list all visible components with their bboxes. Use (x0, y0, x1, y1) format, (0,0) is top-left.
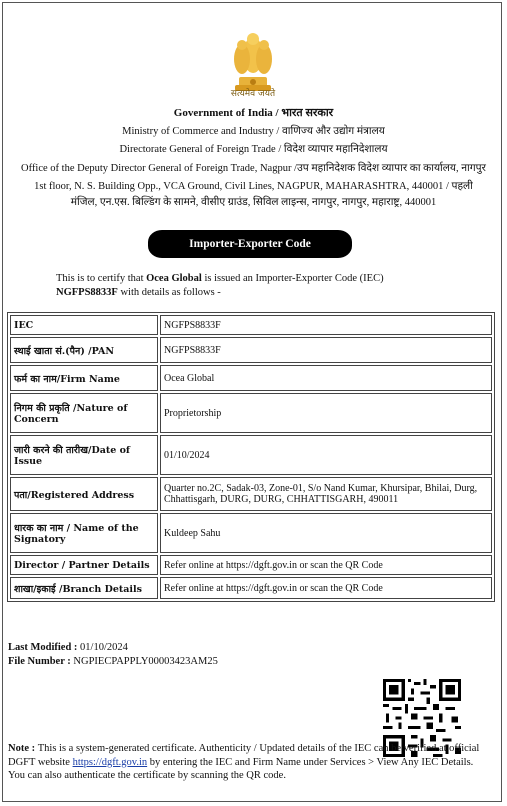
table-row (10, 315, 492, 335)
table-row (10, 337, 492, 363)
row-value: Ocea Global (160, 365, 492, 391)
certify-firm: Ocea Global (146, 273, 202, 284)
details-table (7, 312, 495, 602)
certify-pre: This is to certify that (56, 273, 147, 284)
table-row (10, 477, 492, 511)
note-text-2: by entering the IEC and Firm Name under Services > View Any IEC Details. You can also authenticate the certificate by scanning the QR code. (8, 756, 474, 781)
last-modified-value: 01/10/2024 (80, 642, 128, 653)
footer-note (8, 742, 488, 783)
table-row (10, 513, 492, 553)
certify-post: with details as follows - (117, 287, 221, 298)
certify-statement (56, 272, 476, 300)
emblem-motto: सत्यमेव जयते (230, 89, 276, 99)
header-government: Government of India / भारत सरकार (173, 107, 334, 119)
row-label: शाखा/इकाई /Branch Details (10, 577, 158, 599)
header-ministry: Ministry of Commerce and Industry / वाणिज्य और उद्योग मंत्रालय (122, 126, 385, 137)
row-value: Refer online at https://dgft.gov.in or scan the QR Code (160, 577, 492, 599)
certify-code: NGFPS8833F (56, 287, 118, 298)
file-number-value: NGPIECPAPPLY00003423AM25 (73, 656, 218, 667)
table-row (10, 365, 492, 391)
row-value: Proprietorship (160, 393, 492, 433)
note-text-1: This is a system-generated certificate. Authenticity / Updated details of the IEC can be verified at official DGFT website (8, 743, 480, 768)
header-address-hindi: मंजिल, एन.एस. बिल्डिंग के सामने, वीसीए ग्राउंड, सिविल लाइन्स, नागपुर, नागपुर, महाराष्ट्र, 440001 (70, 197, 437, 208)
note-label: Note : (8, 743, 38, 754)
row-value: 01/10/2024 (160, 435, 492, 475)
certify-mid: is issued an Importer-Exporter Code (IEC) (201, 273, 384, 284)
table-row (10, 435, 492, 475)
row-value: Refer online at https://dgft.gov.in or scan the QR Code (160, 555, 492, 575)
file-number (8, 655, 218, 668)
table-row (10, 393, 492, 433)
table-row (10, 555, 492, 575)
row-value: Quarter no.2C, Sadak-03, Zone-01, S/o Nand Kumar, Khursipar, Bhilai, Durg, Chhattisgarh, DURG, DURG, CHHATTISGARH, 490011 (160, 477, 492, 511)
table-row (10, 577, 492, 599)
header-directorate: Directorate General of Foreign Trade / विदेश व्यापार महानिदेशालय (119, 144, 388, 155)
row-label: स्थाई खाता सं.(पैन) /PAN (10, 337, 158, 363)
row-label: धारक का नाम / Name of the Signatory (10, 513, 158, 553)
dgft-link[interactable]: https://dgft.gov.in (72, 756, 148, 768)
last-modified-label: Last Modified : (8, 642, 81, 653)
last-modified (8, 641, 128, 654)
national-emblem-icon (225, 25, 281, 95)
header-address: 1st floor, N. S. Building Opp., VCA Ground, Civil Lines, NAGPUR, MAHARASHTRA, 440001 / पहली (34, 181, 473, 192)
header-office: Office of the Deputy Director General of Foreign Trade, Nagpur /उप महानिदेशक विदेश व्यापार का कार्यालय, नागपुर (21, 163, 486, 174)
row-label: Director / Partner Details (10, 555, 158, 575)
row-label: IEC (10, 315, 158, 335)
row-label: जारी करने की तारीख/Date of Issue (10, 435, 158, 475)
row-value: NGFPS8833F (160, 315, 492, 335)
row-label: पता/Registered Address (10, 477, 158, 511)
row-label: निगम की प्रकृति /Nature of Concern (10, 393, 158, 433)
certificate-title: Importer-Exporter Code (148, 230, 352, 258)
row-value: Kuldeep Sahu (160, 513, 492, 553)
file-number-label: File Number : (8, 656, 74, 667)
row-label: फर्म का नाम/Firm Name (10, 365, 158, 391)
row-value: NGFPS8833F (160, 337, 492, 363)
